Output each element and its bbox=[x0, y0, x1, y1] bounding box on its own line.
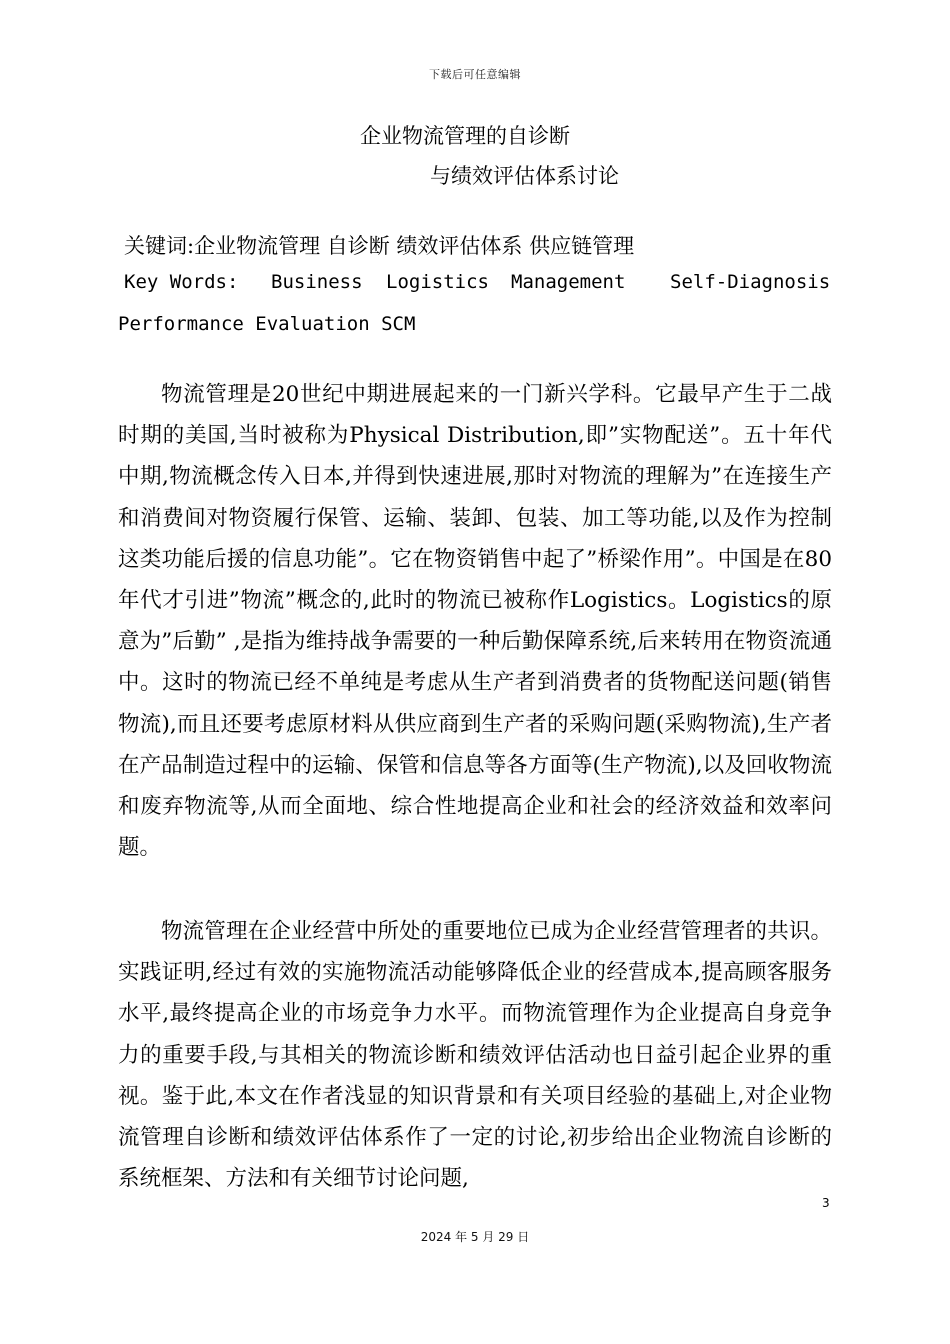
document-title-line-2: 与绩效评估体系讨论 bbox=[430, 164, 619, 188]
body-paragraph-1-block bbox=[118, 374, 832, 868]
document-title-line-1: 企业物流管理的自诊断 bbox=[360, 124, 570, 148]
keywords-english-label: Key Words: bbox=[124, 271, 239, 293]
keywords-english-term-1: Business bbox=[271, 271, 363, 293]
keywords-english-term-3: Management bbox=[511, 271, 626, 293]
page-number: 3 bbox=[822, 1196, 830, 1210]
keywords-english-line-2: Performance Evaluation SCM bbox=[118, 313, 416, 335]
page-footer-date: 2024 年 5 月 29 日 bbox=[420, 1230, 530, 1244]
keywords-english-term-2: Logistics bbox=[386, 271, 489, 293]
body-paragraph-2: 物流管理在企业经营中所处的重要地位已成为企业经营管理者的共识。实践证明,经过有效的实施物流活动能够降低企业的经营成本,提高顾客服务水平,最终提高企业的市场竞争力水平。而物流管理作为企业提高自身竞争力的重要手段,与其相关的物流诊断和绩效评估活动也日益引起企业界的重视。鉴于此,本文在作者浅显的知识背景和有关项目经验的基础上,对企业物流管理自诊断和绩效评估体系作了一定的讨论,初步给出企业物流自诊断的系统框架、方法和有关细节讨论问题, bbox=[118, 919, 832, 1192]
keywords-english-term-4: Self-Diagnosis bbox=[670, 271, 831, 293]
keywords-chinese: 关键词:企业物流管理 自诊断 绩效评估体系 供应链管理 bbox=[124, 234, 635, 258]
body-paragraph-1: 物流管理是20世纪中期进展起来的一门新兴学科。它最早产生于二战时期的美国,当时被称为Physical Distribution,即”实物配送”。五十年代中期,物流概念传入日本,并得到快速进展,那时对物流的理解为”在连接生产和消费间对物资履行保管、运输、装卸、包装、加工等功能,以及作为控制这类功能后援的信息功能”。它在物资销售中起了”桥梁作用”。中国是在80年代才引进”物流”概念的,此时的物流已被称作Logistics。Logistics的原意为”后勤” ,是指为维持战争需要的一种后勤保障系统,后来转用在物资流通中。这时的物流已经不单纯是考虑从生产者到消费者的货物配送问题(销售物流),而且还要考虑原材料从供应商到生产者的采购问题(采购物流),生产者在产品制造过程中的运输、保管和信息等各方面等(生产物流),以及回收物流和废弃物流等,从而全面地、综合性地提高企业和社会的经济效益和效率问题。 bbox=[118, 382, 832, 861]
body-paragraph-2-block bbox=[118, 911, 832, 1199]
page-header: 下载后可任意编辑 bbox=[429, 68, 521, 81]
